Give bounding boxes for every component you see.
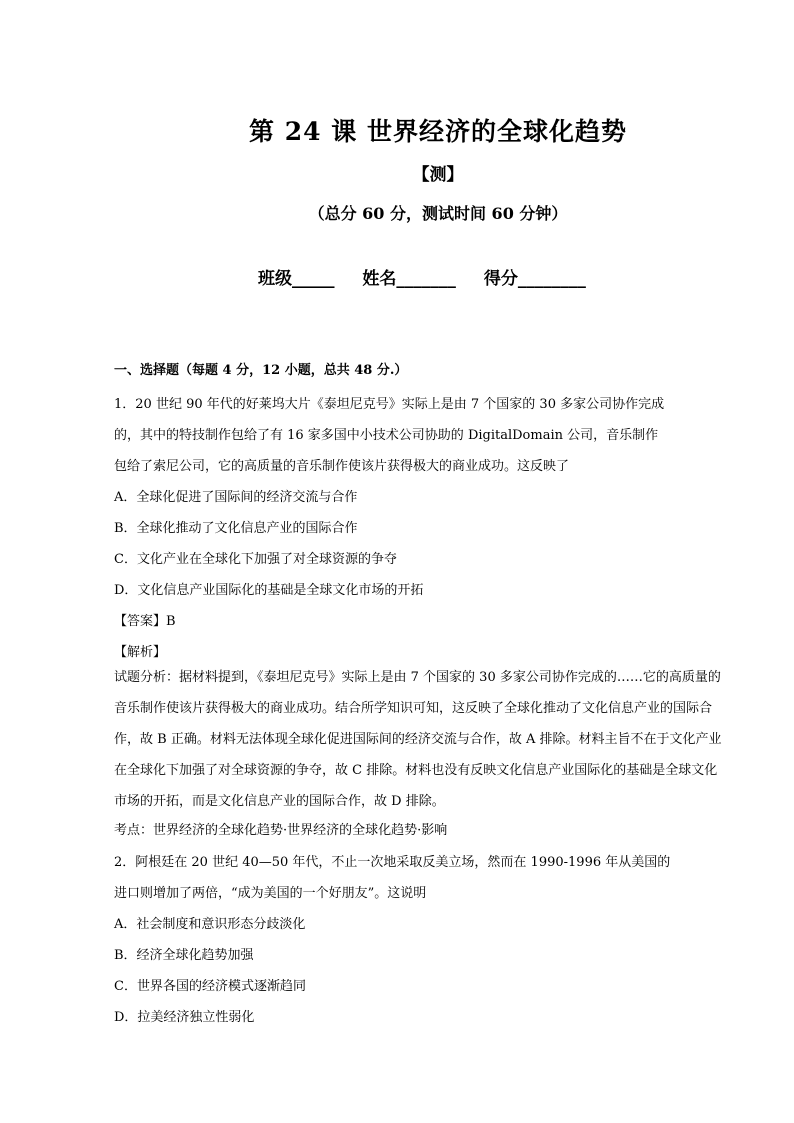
- section-heading: 一、选择题（每题 4 分，12 小题，总共 48 分.）: [114, 363, 408, 378]
- option-c: C．文化产业在全球化下加强了对全球资源的争夺: [114, 552, 397, 567]
- analysis-line: 作，故 B 正确。材料无法体现全球化促进国际间的经济交流与合作，故 A 排除。材料主旨不在于文化产业: [114, 732, 722, 747]
- name-field: 姓名_______: [362, 269, 456, 289]
- analysis-label: 【解析】: [114, 645, 167, 660]
- question-stem-line: 包给了索尼公司，它的高质量的音乐制作使该片获得极大的商业成功。这反映了: [114, 459, 570, 474]
- option-b: B．经济全球化趋势加强: [114, 948, 254, 963]
- question-stem-line: 2．阿根廷在 20 世纪 40—50 年代，不止一次地采取反美立场，然而在 1990-1996 年从美国的: [114, 855, 671, 870]
- analysis-line: 音乐制作使该片获得极大的商业成功。结合所学知识可知，这反映了全球化推动了文化信息产业的国际合: [114, 701, 713, 716]
- option-d: D．文化信息产业国际化的基础是全球文化市场的开拓: [114, 583, 424, 598]
- class-field: 班级_____: [258, 269, 335, 289]
- analysis-line: 试题分析：据材料提到，《泰坦尼克号》实际上是由 7 个国家的 30 多家公司协作完成的……它的高质量的: [114, 670, 721, 685]
- knowledge-point: 考点：世界经济的全球化趋势·世界经济的全球化趋势·影响: [114, 823, 448, 838]
- analysis-line: 市场的开拓，而是文化信息产业的国际合作，故 D 排除。: [114, 794, 445, 809]
- lesson-title: 第 24 课 世界经济的全球化趋势: [249, 117, 627, 146]
- option-d: D．拉美经济独立性弱化: [114, 1010, 255, 1025]
- analysis-line: 在全球化下加强了对全球资源的争夺，故 C 排除。材料也没有反映文化信息产业国际化的基础是全球文化: [114, 763, 718, 778]
- option-a: A．全球化促进了国际间的经济交流与合作: [114, 490, 358, 505]
- option-a: A．社会制度和意识形态分歧淡化: [114, 917, 306, 932]
- option-c: C．世界各国的经济模式逐渐趋同: [114, 979, 306, 994]
- score-time-note: （总分 60 分，测试时间 60 分钟）: [308, 204, 568, 223]
- question-stem-line: 的，其中的特技制作包给了有 16 家多国中小技术公司协助的 DigitalDomain 公司，音乐制作: [114, 428, 659, 443]
- test-label: 【测】: [412, 165, 464, 185]
- option-b: B．全球化推动了文化信息产业的国际合作: [114, 521, 358, 536]
- score-field: 得分________: [483, 269, 586, 289]
- question-stem-line: 1．20 世纪 90 年代的好莱坞大片《泰坦尼克号》实际上是由 7 个国家的 30 多家公司协作完成: [114, 397, 665, 412]
- question-stem-line: 进口则增加了两倍，“成为美国的一个好朋友”。这说明: [114, 886, 427, 901]
- student-info-fields: [258, 264, 586, 289]
- answer: 【答案】B: [114, 614, 176, 629]
